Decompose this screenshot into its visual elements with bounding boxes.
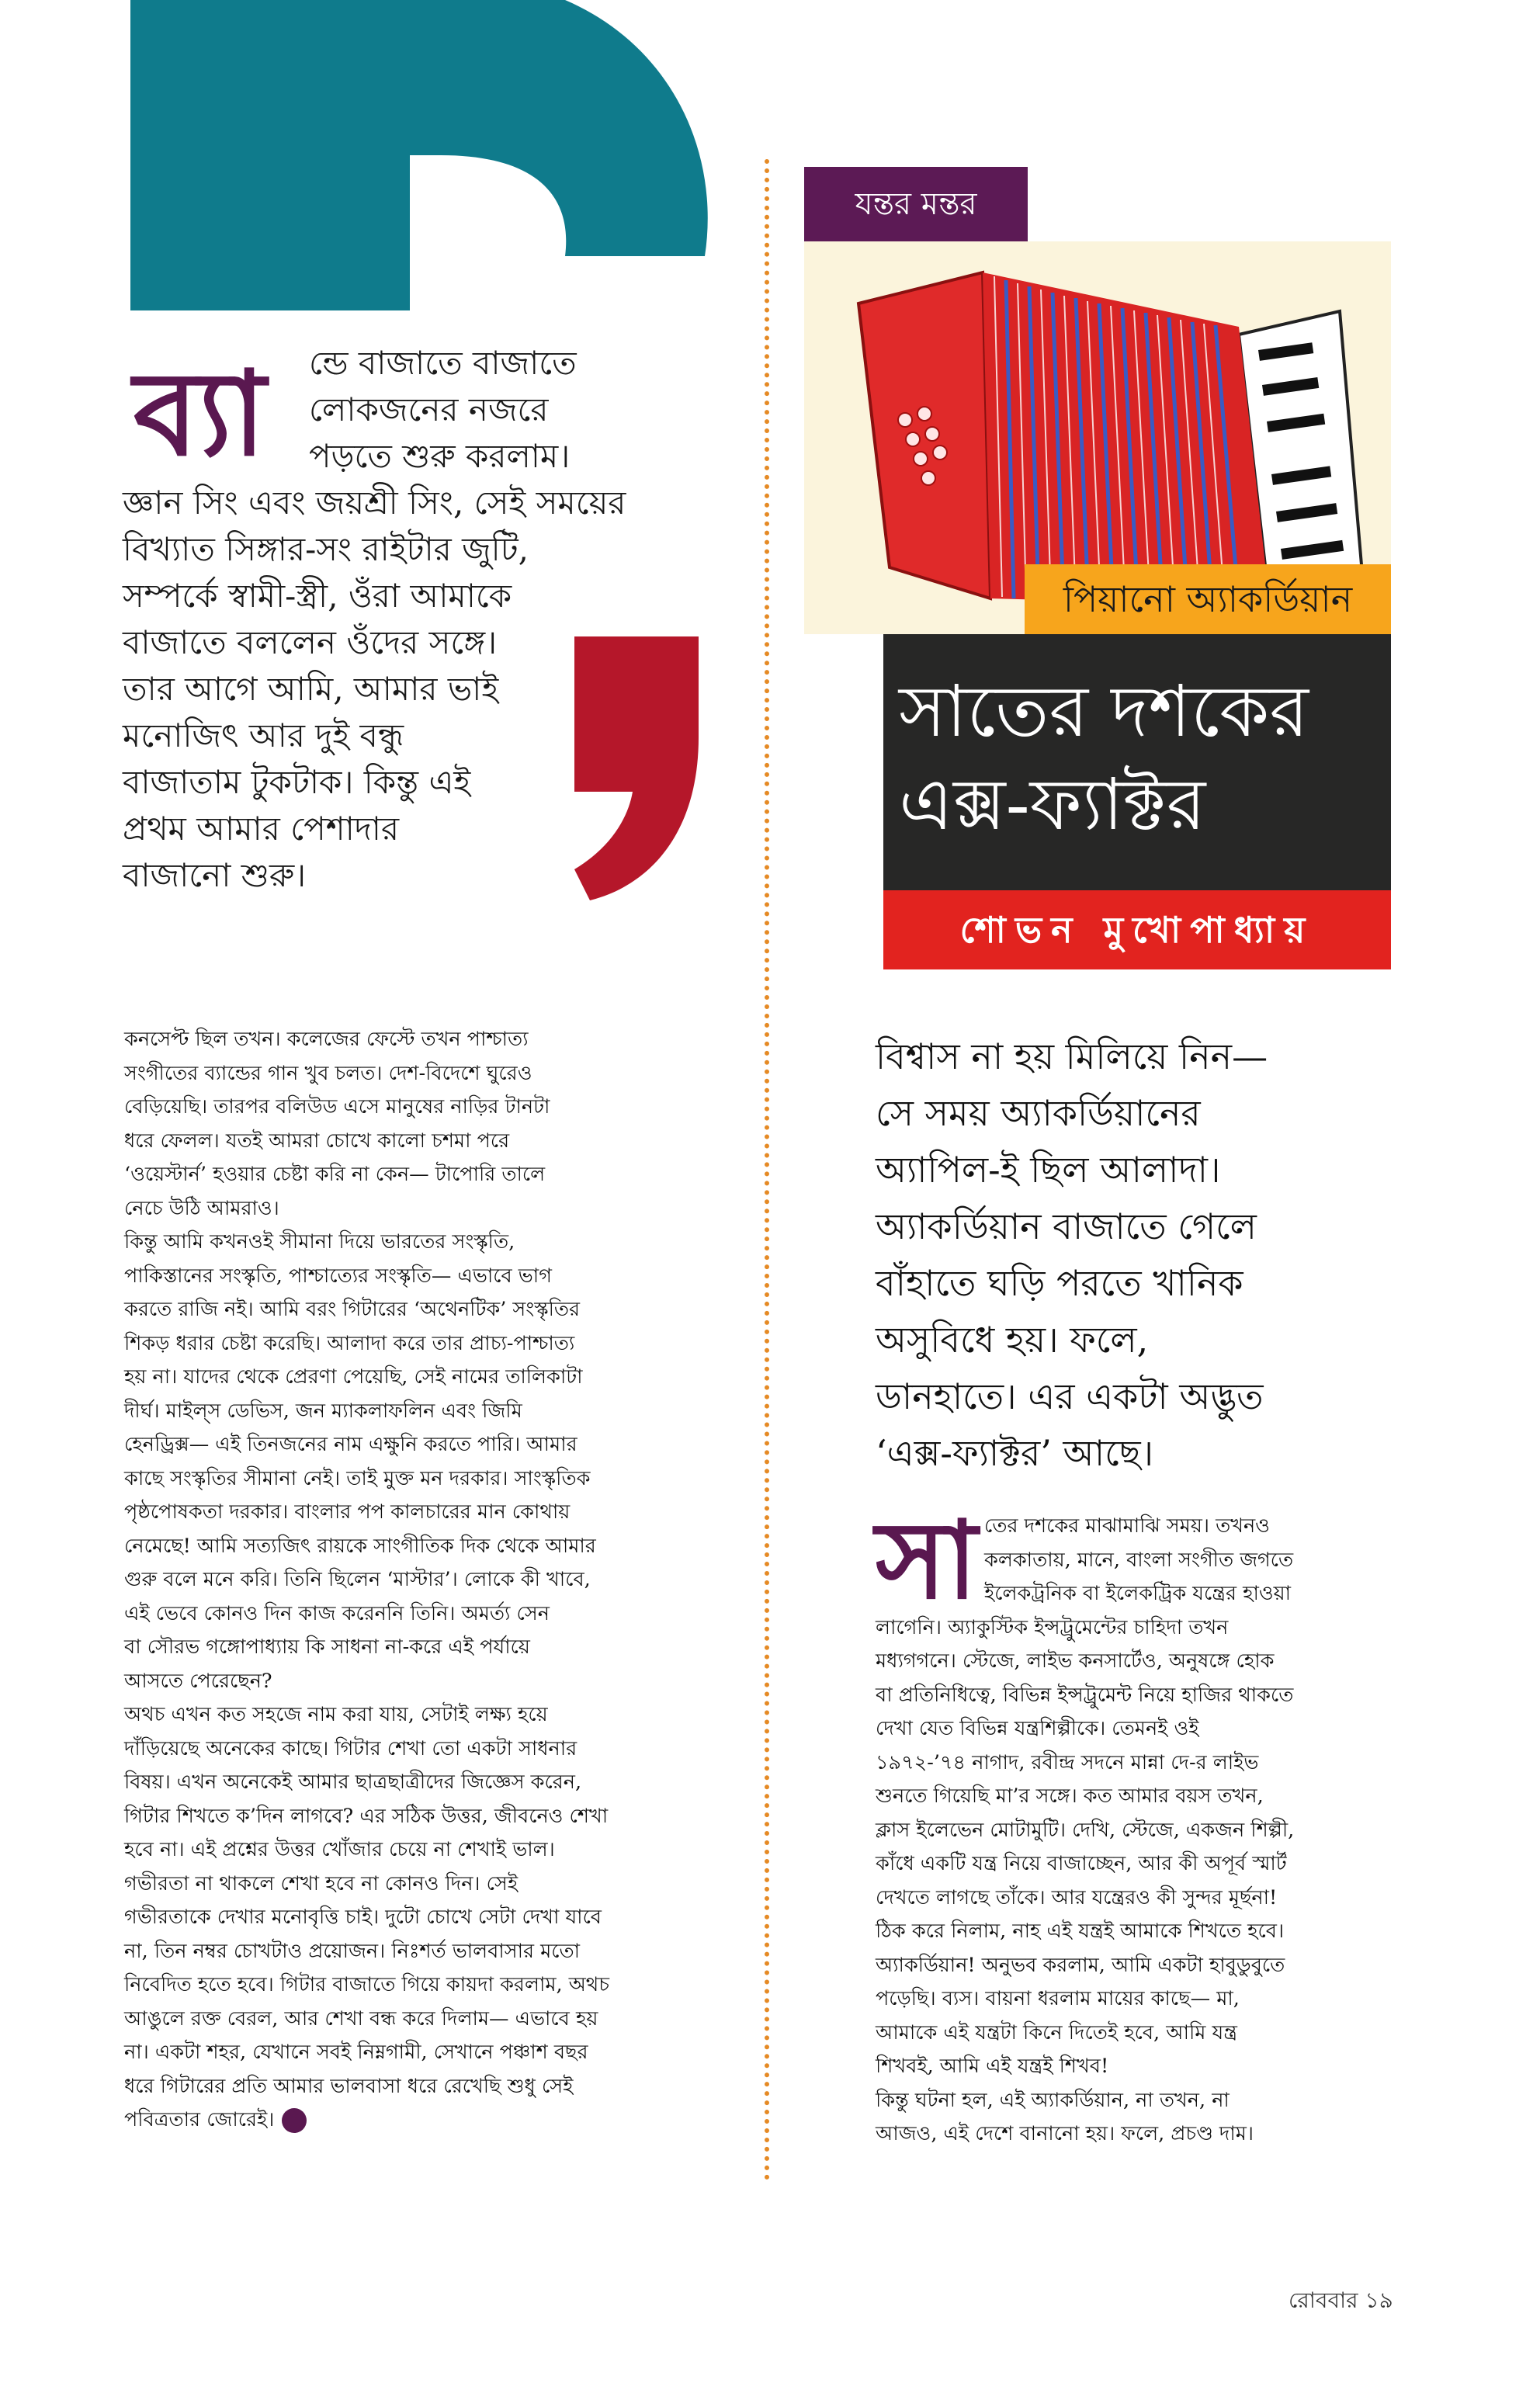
pull-quote-line: ডানহাতে। এর একটা অদ্ভুত [876, 1375, 1264, 1417]
pull-quote-line: বাজানো শুরু। [123, 856, 307, 894]
pull-quote-line: বাজাতাম টুকটাক। কিন্তু এই [123, 763, 471, 801]
headline-line: এক্স-ফ্যাক্টর [899, 763, 1206, 846]
end-mark-icon [282, 2108, 307, 2133]
drop-cap: ব্যা [134, 345, 266, 482]
body-line: বেড়িয়েছি। তারপর বলিউড এসে মানুষের নাড়ির টানটা [124, 1095, 550, 1118]
body-line: মধ্যগগনে। স্টেজে, লাইভ কনসার্টেও, অনুষঙ্গে হোক [876, 1649, 1275, 1673]
body-line: ‘ওয়েস্টার্ন’ হওয়ার চেষ্টা করি না কেন— টাপোরি তালে [124, 1163, 546, 1186]
body-line: শিখবই, আমি এই যন্ত্রই শিখব! [876, 2055, 1109, 2078]
drop-cap: সা [876, 1496, 978, 1623]
body-line: গভীরতাকে দেখার মনোবৃত্তি চাই। দুটো চোখে সেটা দেখা যাবে [124, 1906, 602, 1929]
body-line: আসতে পেরেছেন? [124, 1669, 272, 1693]
body-line: হয় না। যাদের থেকে প্রেরণা পেয়েছি, সেই নামের তালিকাটা [124, 1365, 583, 1389]
instrument-label: পিয়ানো অ্যাকর্ডিয়ান [1025, 564, 1391, 634]
pull-quote-line: বাজাতে বললেন ওঁদের সঙ্গে। [123, 623, 498, 661]
section-badge: যন্তর মন্তর [804, 167, 1028, 241]
opening-quote-mark [130, 0, 720, 310]
body-line: কনসেপ্ট ছিল তখন। কলেজের ফেস্টে তখন পাশ্চাত্য [124, 1028, 529, 1051]
pull-quote-line: অসুবিধে হয়। ফলে, [876, 1319, 1149, 1361]
body-line: দেখা যেত বিভিন্ন যন্ত্রশিল্পীকে। তেমনই ওই [876, 1717, 1199, 1740]
body-line: এই ভেবে কোনও দিন কাজ করেননি তিনি। অমর্ত্য সেন [124, 1601, 550, 1625]
body-line: অ্যাকর্ডিয়ান! অনুভব করলাম, আমি একটা হাবুডুবুতে [876, 1953, 1285, 1977]
pull-quote-line: অ্যাকর্ডিয়ান বাজাতে গেলে [876, 1205, 1257, 1247]
body-line: কিন্তু ঘটনা হল, এই অ্যাকর্ডিয়ান, না তখন, না [876, 2088, 1230, 2112]
column-divider [765, 159, 769, 2181]
body-line: নেমেছে! আমি সত্যজিৎ রায়কে সাংগীতিক দিক থেকে আমার [124, 1534, 596, 1558]
body-line: ধরে ফেলল। যতই আমরা চোখে কালো চশমা পরে [124, 1129, 510, 1153]
pull-quote-line: প্রথম আমার পেশাদার [123, 810, 400, 848]
body-line: লাগেনি। অ্যাকুস্টিক ইন্সট্রুমেন্টের চাহিদা তখন [876, 1615, 1229, 1639]
body-line-text: পবিত্রতার জোরেই। [124, 2108, 275, 2131]
pull-quote-line: ‘এক্স-ফ্যাক্টর’ আছে। [876, 1432, 1154, 1474]
pull-quote-line: সম্পর্কে স্বামী-স্ত্রী, ওঁরা আমাকে [123, 577, 512, 615]
headline [883, 634, 1391, 890]
body-line: নিবেদিত হতে হবে। গিটার বাজাতে গিয়ে কায়দা করলাম, অথচ [124, 1973, 610, 1996]
body-line: পাকিস্তানের সংস্কৃতি, পাশ্চাত্যের সংস্কৃতি— এভাবে ভাগ [124, 1264, 552, 1288]
body-line: হেনড্রিক্স— এই তিনজনের নাম এক্ষুনি করতে পারি। আমার [124, 1433, 578, 1456]
body-line: অথচ এখন কত সহজে নাম করা যায়, সেটাই লক্ষ্য হয়ে [124, 1703, 548, 1726]
body-line: কিন্তু আমি কখনওই সীমানা দিয়ে ভারতের সংস্কৃতি, [124, 1230, 515, 1254]
body-column-right [876, 1496, 1403, 2152]
body-line: তের দশকের মাঝামাঝি সময়। তখনও [984, 1514, 1270, 1538]
body-line: বা সৌরভ গঙ্গোপাধ্যায় কি সাধনা না-করে এই পর্যায়ে [124, 1635, 530, 1659]
pull-quote-left [123, 340, 682, 899]
body-line: ক্লাস ইলেভেন মোটামুটি। দেখি, স্টেজে, একজন শিল্পী, [876, 1818, 1295, 1842]
body-line: কাঁধে একটি যন্ত্র নিয়ে বাজাচ্ছেন, আর কী অপূর্ব স্মার্ট [876, 1852, 1287, 1875]
pull-quote-line: বাঁহাতে ঘড়ি পরতে খানিক [876, 1262, 1243, 1304]
body-line-last [124, 2103, 737, 2138]
body-line: সংগীতের ব্যান্ডের গান খুব চলত। দেশ-বিদেশে ঘুরেও [124, 1061, 532, 1085]
body-line: ১৯৭২-’৭৪ নাগাদ, রবীন্দ্র সদনে মান্না দে-র লাইভ [876, 1750, 1259, 1774]
body-line: দেখতে লাগছে তাঁকে। আর যন্ত্রেরও কী সুন্দর মূর্ছনা! [876, 1885, 1278, 1909]
pull-quote-line: ন্ডে বাজাতে বাজাতে [309, 344, 577, 382]
body-line: নেচে উঠি আমরাও। [124, 1196, 279, 1220]
pull-quote-line: সে সময় অ্যাকর্ডিয়ানের [876, 1092, 1201, 1134]
body-line: গুরু বলে মনে করি। তিনি ছিলেন ‘মাস্টার’। লোকে কী খাবে, [124, 1568, 591, 1591]
body-line: শুনতে গিয়েছি মা’র সঙ্গে। কত আমার বয়স তখন, [876, 1784, 1264, 1808]
pull-quote-line: বিশ্বাস না হয় মিলিয়ে নিন— [876, 1035, 1268, 1077]
body-line: কাছে সংস্কৃতির সীমানা নেই। তাই মুক্ত মন দরকার। সাংস্কৃতিক [124, 1466, 591, 1490]
pull-quote-line: লোকজনের নজরে [309, 390, 549, 428]
body-line: আঙুলে রক্ত বেরল, আর শেখা বন্ধ করে দিলাম— এভাবে হয় [124, 2006, 598, 2031]
body-line: বা প্রতিনিধিত্বে, বিভিন্ন ইন্সট্রুমেন্ট নিয়ে হাজির থাকতে [876, 1683, 1294, 1707]
pull-quote-line: অ্যাপিল-ই ছিল আলাদা। [876, 1149, 1221, 1191]
pull-quote-right [876, 1028, 1403, 1482]
body-line: না। একটা শহর, যেখানে সবই নিম্নগামী, সেখানে পঞ্চাশ বছর [124, 2041, 588, 2064]
pull-quote-line: মনোজিৎ আর দুই বন্ধু [123, 716, 404, 754]
body-line: কলকাতায়, মানে, বাংলা সংগীত জগতে [984, 1548, 1294, 1572]
body-line: গিটার শিখতে ক’দিন লাগবে? এর সঠিক উত্তর, জীবনেও শেখা [124, 1804, 609, 1828]
body-line: শিকড় ধরার চেষ্টা করেছি। আলাদা করে তার প্রাচ্য-পাশ্চাত্য [124, 1331, 575, 1355]
body-line: বিষয়। এখন অনেকেই আমার ছাত্রছাত্রীদের জিজ্ঞেস করেন, [124, 1770, 582, 1794]
body-line: পৃষ্ঠপোষকতা দরকার। বাংলার পপ কালচারের মান কোথায় [124, 1500, 571, 1524]
body-line: দীর্ঘ। মাইল্‌স ডেভিস, জন ম্যাকলাফলিন এবং জিমি [124, 1399, 522, 1423]
body-line: আমাকে এই যন্ত্রটা কিনে দিতেই হবে, আমি যন্ত্র [876, 2020, 1237, 2044]
body-line: ঠিক করে নিলাম, নাহ এই যন্ত্রই আমাকে শিখতে হবে। [876, 1920, 1285, 1943]
headline-line: সাতের দশকের [899, 670, 1309, 753]
body-line: পড়েছি। ব্যস। বায়না ধরলাম মায়ের কাছে— মা, [876, 1987, 1240, 2010]
body-line: ইলেকট্রনিক বা ইলেকট্রিক যন্ত্রের হাওয়া [984, 1582, 1292, 1605]
body-column-left [124, 1023, 737, 2138]
author-byline: শোভন মুখোপাধ্যায় [883, 890, 1391, 969]
body-line: ধরে গিটারের প্রতি আমার ভালবাসা ধরে রেখেছি শুধু সেই [124, 2074, 574, 2098]
body-line: দাঁড়িয়েছে অনেকের কাছে। গিটার শেখা তো একটা সাধনার [124, 1736, 578, 1760]
body-line: না, তিন নম্বর চোখটাও প্রয়োজন। নিঃশর্ত ভালবাসার মতো [124, 1939, 581, 1963]
body-line: হবে না। এই প্রশ্নের উত্তর খোঁজার চেয়ে না শেখাই ভাল। [124, 1838, 555, 1861]
pull-quote-line: বিখ্যাত সিঙ্গার-সং রাইটার জুটি, [123, 530, 529, 568]
body-line: করতে রাজি নই। আমি বরং গিটারের ‘অথেনটিক’ সংস্কৃতির [124, 1298, 581, 1321]
body-line: আজও, এই দেশে বানানো হয়। ফলে, প্রচণ্ড দাম। [876, 2122, 1254, 2145]
body-line: গভীরতা না থাকলে শেখা হবে না কোনও দিন। সেই [124, 1871, 519, 1895]
pull-quote-line: পড়তে শুরু করলাম। [309, 437, 571, 475]
pull-quote-line: তার আগে আমি, আমার ভাই [123, 670, 499, 708]
pull-quote-line: জ্ঞান সিং এবং জয়শ্রী সিং, সেই সময়ের [123, 484, 626, 522]
page-folio: রোববার ১৯ [1289, 2287, 1393, 2313]
